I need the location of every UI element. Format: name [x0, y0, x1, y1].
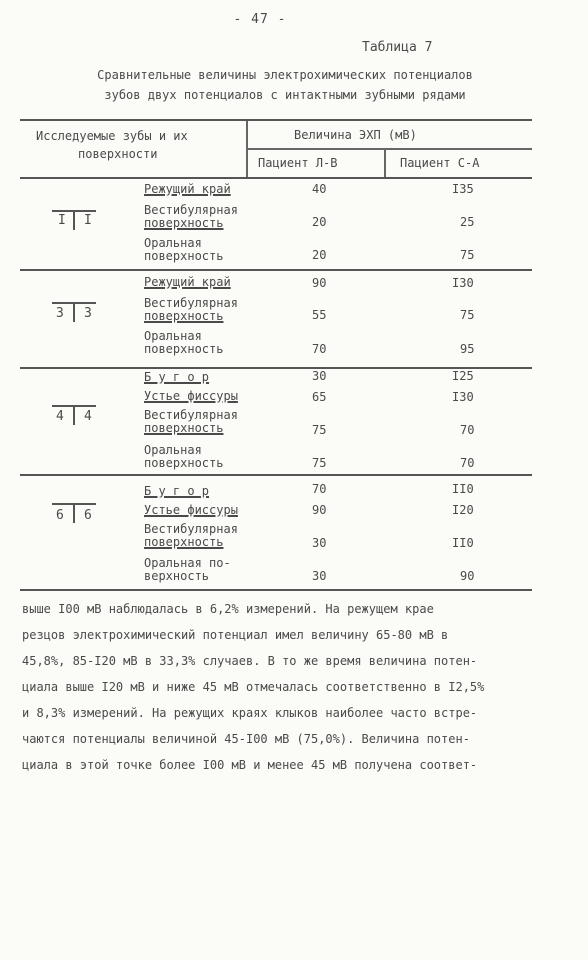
patient2-value: 75 — [460, 248, 475, 262]
tooth-formula-divider — [73, 210, 75, 230]
group-rule — [20, 269, 532, 271]
surface-label: Вестибулярная поверхность — [144, 522, 238, 549]
body-line: циала выше I20 мВ и ниже 45 мВ отмечалась соответственно в I2,5% — [22, 680, 485, 694]
table-caption-line-1: Сравнительные величины электрохимических потенциалов — [97, 68, 473, 82]
body-line: и 8,3% измерений. На режущих краях клыков наиболее часто встре- — [22, 706, 478, 720]
table-caption-line-2: зубов двух потенциалов с интактными зубными рядами — [104, 88, 466, 102]
surface-label: Вестибулярная поверхность — [144, 408, 238, 435]
patient1-value: 30 — [312, 536, 327, 550]
patient2-value: I30 — [452, 390, 474, 404]
patient1-value: 65 — [312, 390, 327, 404]
tooth-formula-divider — [73, 503, 75, 523]
body-paragraph — [22, 596, 562, 778]
patient2-value: 70 — [460, 456, 475, 470]
body-line: резцов электрохимический потенциал имел величину 65-80 мВ в — [22, 628, 449, 642]
body-line: чаются потенциалы величиной 45-I00 мВ (75,0%). Величина потен- — [22, 732, 470, 746]
tooth-formula-divider — [73, 405, 75, 425]
patient2-value: I35 — [452, 182, 474, 196]
patient2-value: 90 — [460, 569, 475, 583]
page-number: - 47 - — [233, 12, 287, 27]
tooth-left: 4 — [56, 409, 64, 424]
tooth-left: 6 — [56, 508, 64, 523]
surface-label: Вестибулярная поверхность — [144, 203, 238, 230]
surface-label: Оральная по- верхность — [144, 556, 231, 583]
patient1-value: 75 — [312, 423, 327, 437]
patient2-value: II0 — [452, 536, 474, 550]
patient1-value: 70 — [312, 342, 327, 356]
surface-label: Оральная поверхность — [144, 236, 224, 263]
table-bottom-rule — [20, 589, 532, 591]
patient1-value: 90 — [312, 503, 327, 517]
patient2-value: 75 — [460, 308, 475, 322]
tooth-right: 3 — [84, 306, 92, 321]
surface-label: Б у г о р — [144, 370, 210, 384]
patient2-value: 95 — [460, 342, 475, 356]
surface-label: Режущий край — [144, 182, 231, 196]
header-subdivider — [384, 149, 386, 177]
table-header-rule — [20, 177, 532, 179]
patient2-value: 70 — [460, 423, 475, 437]
tooth-left: I — [58, 213, 66, 228]
group-rule — [20, 474, 532, 476]
tooth-right: 4 — [84, 409, 92, 424]
tooth-left: 3 — [56, 306, 64, 321]
surface-label: Режущий край — [144, 275, 231, 289]
surface-label: Оральная поверхность — [144, 329, 224, 356]
patient1-value: 75 — [312, 456, 327, 470]
tooth-formula-divider — [73, 302, 75, 322]
body-line: циала в этой точке более I00 мВ и менее 45 мВ получена соответ- — [22, 758, 478, 772]
patient1-value: 70 — [312, 482, 327, 496]
table-top-rule — [20, 119, 532, 121]
surface-label: Б у г о р — [144, 484, 210, 498]
header-teeth-line1: Исследуемые зубы и их — [36, 129, 188, 143]
header-patient-1: Пациент Л-В — [258, 156, 338, 170]
patient1-value: 30 — [312, 569, 327, 583]
patient1-value: 55 — [312, 308, 327, 322]
surface-label: Устье фиссуры — [144, 503, 238, 517]
patient1-value: 40 — [312, 182, 327, 196]
patient1-value: 20 — [312, 248, 327, 262]
table-label: Таблица 7 — [362, 40, 433, 55]
body-line: 45,8%, 85-I20 мВ в 33,3% случаев. В то же время величина потен- — [22, 654, 478, 668]
patient2-value: I25 — [452, 369, 474, 383]
patient2-value: I20 — [452, 503, 474, 517]
header-value: Величина ЭХП (мВ) — [294, 128, 417, 142]
patient2-value: II0 — [452, 482, 474, 496]
patient2-value: I30 — [452, 276, 474, 290]
header-teeth-line2: поверхности — [78, 147, 158, 161]
patient2-value: 25 — [460, 215, 475, 229]
patient1-value: 30 — [312, 369, 327, 383]
header-subrule — [248, 148, 532, 150]
patient1-value: 20 — [312, 215, 327, 229]
tooth-right: I — [84, 213, 92, 228]
body-line: выше I00 мВ наблюдалась в 6,2% измерений. На режущем крае — [22, 602, 434, 616]
surface-label: Вестибулярная поверхность — [144, 296, 238, 323]
surface-label: Устье фиссуры — [144, 389, 238, 403]
patient1-value: 90 — [312, 276, 327, 290]
header-patient-2: Пациент С-А — [400, 156, 480, 170]
surface-label: Оральная поверхность — [144, 443, 224, 470]
tooth-right: 6 — [84, 508, 92, 523]
